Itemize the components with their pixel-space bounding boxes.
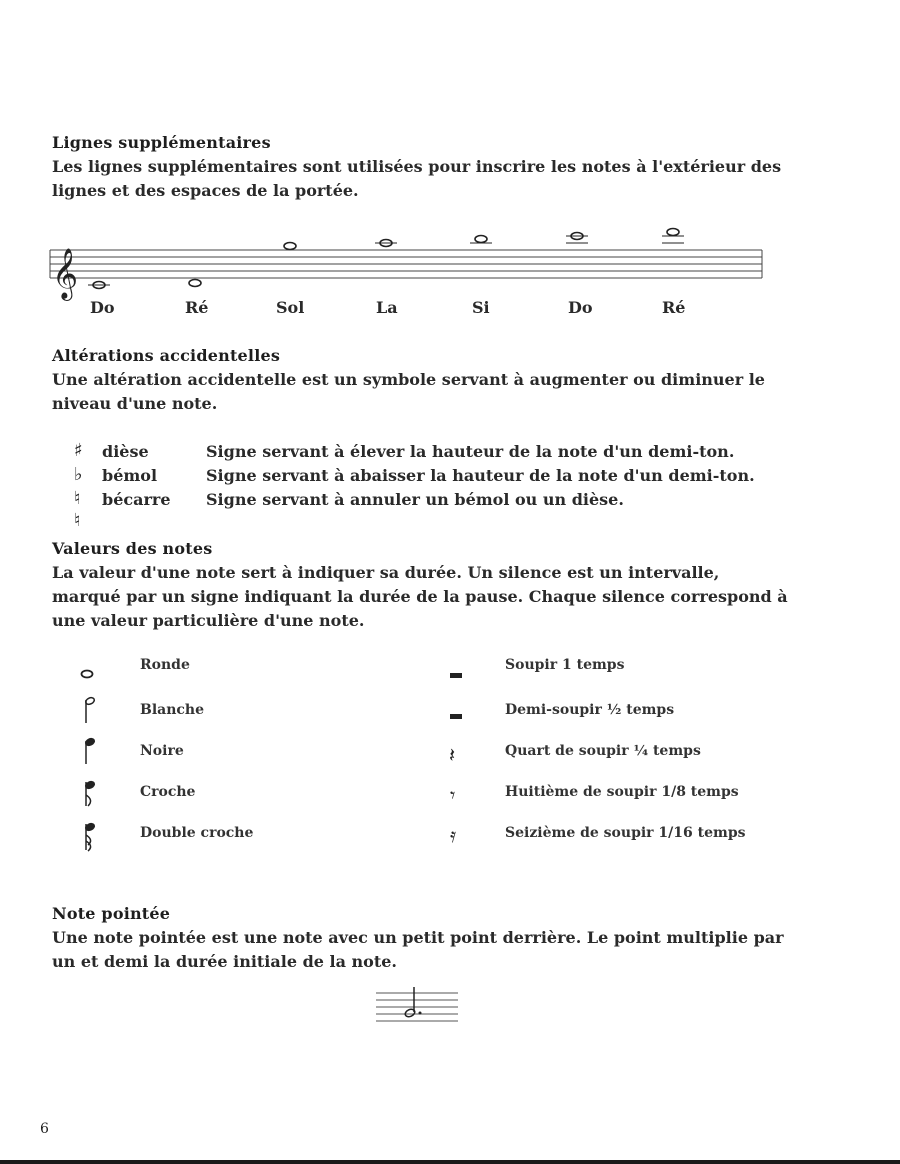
note-value-label: Ronde bbox=[140, 657, 190, 673]
paragraph-ledger-lines: Les lignes supplémentaires sont utilisées pour inscrire les notes à l'extérieur des lignes et des espaces de la portée. bbox=[52, 157, 782, 200]
note-value-label: Double croche bbox=[140, 825, 254, 841]
note-value-label: Noire bbox=[140, 743, 184, 759]
rest-value-label: Soupir 1 temps bbox=[505, 657, 625, 673]
note-name: Do bbox=[568, 298, 593, 317]
note-name: Do bbox=[90, 298, 115, 317]
treble-clef-icon: 𝄞 bbox=[52, 248, 79, 299]
accidental-name: bémol bbox=[102, 466, 158, 485]
heading-note-values: Valeurs des notes bbox=[52, 539, 213, 558]
heading-accidentals: Altérations accidentelles bbox=[52, 346, 281, 365]
natural-icon: ♮ bbox=[74, 488, 81, 509]
rest-value-label: Demi-soupir ½ temps bbox=[505, 702, 675, 718]
page-bottom-border bbox=[0, 1160, 900, 1164]
quarter-rest-icon: 𝄽 bbox=[449, 743, 456, 767]
heading-dotted-note: Note pointée bbox=[52, 904, 171, 923]
flat-icon: ♭ bbox=[74, 464, 83, 485]
page-number: 6 bbox=[40, 1121, 49, 1137]
accidental-desc: Signe servant à élever la hauteur de la note d'un demi-ton. bbox=[206, 442, 735, 461]
note-name: Ré bbox=[662, 298, 686, 317]
accidental-name: dièse bbox=[102, 442, 149, 461]
note-value-label: Blanche bbox=[140, 702, 205, 718]
rest-value-label: Quart de soupir ¼ temps bbox=[505, 743, 701, 759]
note-name: Ré bbox=[185, 298, 209, 317]
accidental-desc: Signe servant à abaisser la hauteur de la note d'un demi-ton. bbox=[206, 466, 755, 485]
sharp-icon: ♯ bbox=[74, 440, 83, 461]
natural-icon: ♮ bbox=[74, 510, 81, 531]
heading-ledger-lines: Lignes supplémentaires bbox=[52, 133, 271, 152]
accidental-desc: Signe servant à annuler un bémol ou un dièse. bbox=[206, 490, 624, 509]
paragraph-dotted-note: Une note pointée est une note avec un petit point derrière. Le point multiplie par un et demi la durée initiale de la note. bbox=[52, 928, 784, 971]
paragraph-accidentals: Une altération accidentelle est un symbole servant à augmenter ou diminuer le niveau d'une note. bbox=[52, 370, 765, 413]
eighth-rest-icon: 𝄾 bbox=[450, 783, 456, 807]
paragraph-note-values: La valeur d'une note sert à indiquer sa durée. Un silence est un intervalle, marqué par un signe indiquant la durée de la pause. Chaque silence correspond à une valeur particulière d'une note. bbox=[52, 563, 788, 630]
rest-value-label: Huitième de soupir 1/8 temps bbox=[505, 784, 739, 800]
accidental-name: bécarre bbox=[102, 490, 171, 509]
note-name: Sol bbox=[276, 298, 305, 317]
note-name: Si bbox=[472, 298, 490, 317]
note-name: La bbox=[376, 298, 398, 317]
note-value-label: Croche bbox=[140, 784, 196, 800]
rest-value-label: Seizième de soupir 1/16 temps bbox=[505, 825, 746, 841]
sixteenth-rest-icon: 𝄿 bbox=[450, 823, 457, 847]
